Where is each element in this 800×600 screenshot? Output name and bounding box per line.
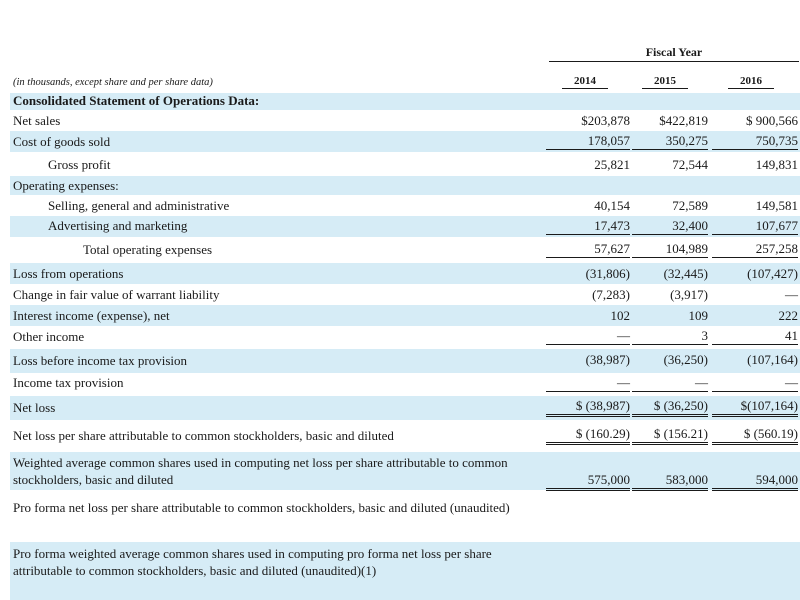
value-2014: 102 xyxy=(610,308,630,323)
value-2016: 41 xyxy=(712,328,798,345)
value-2014: (7,283) xyxy=(592,287,630,302)
row-label: Total operating expenses xyxy=(83,242,213,257)
units-note: (in thousands, except share and per share data) xyxy=(13,77,213,88)
row-label: Loss before income tax provision xyxy=(13,353,188,368)
table-row xyxy=(10,373,800,395)
value-2015: 72,589 xyxy=(672,198,708,213)
value-2015: 104,989 xyxy=(632,241,708,258)
table-row xyxy=(10,497,800,537)
row-label: Advertising and marketing xyxy=(48,218,188,233)
row-label: Consolidated Statement of Operations Data: xyxy=(13,93,260,108)
row-label: Other income xyxy=(13,329,85,344)
value-2014: — xyxy=(546,328,630,345)
value-2016: 149,831 xyxy=(755,157,798,172)
row-label: Weighted average common shares used in computing net loss per share attributable to common stockholders, basic and diluted xyxy=(13,455,508,487)
row-label: Income tax provision xyxy=(13,375,124,390)
row-label: Net loss per share attributable to common stockholders, basic and diluted xyxy=(13,428,394,443)
value-2016: — xyxy=(785,287,798,302)
row-label: Net loss xyxy=(13,400,56,415)
table-row xyxy=(10,131,800,152)
value-2016: 149,581 xyxy=(755,198,798,213)
value-2014: 17,473 xyxy=(546,218,630,235)
row-label: Net sales xyxy=(13,113,61,128)
row-label: Gross profit xyxy=(48,157,111,172)
row-label: Change in fair value of warrant liability xyxy=(13,287,220,302)
value-2015: 109 xyxy=(688,308,708,323)
value-2015: $422,819 xyxy=(659,113,708,128)
table-row xyxy=(10,284,800,305)
table-row xyxy=(10,152,800,176)
table-row xyxy=(10,176,800,195)
row-label: Interest income (expense), net xyxy=(13,308,170,323)
value-2014: 178,057 xyxy=(546,133,630,150)
table-row xyxy=(10,326,800,347)
value-2015: 3 xyxy=(632,328,708,345)
value-2014: — xyxy=(546,375,630,392)
section-heading-operations xyxy=(10,93,800,110)
table-row xyxy=(10,263,800,284)
table-row xyxy=(10,422,800,450)
value-2016: (107,164) xyxy=(747,352,798,367)
value-2015: 350,275 xyxy=(632,133,708,150)
value-2015: 583,000 xyxy=(632,472,708,491)
table-row xyxy=(10,349,800,373)
value-2014: 25,821 xyxy=(594,157,630,172)
table-row-values xyxy=(10,472,800,494)
table-row xyxy=(10,542,800,600)
value-2014: $203,878 xyxy=(581,113,630,128)
value-2016: 257,258 xyxy=(712,241,798,258)
value-2015: (32,445) xyxy=(663,266,708,281)
table-row xyxy=(10,216,800,237)
row-label: Operating expenses: xyxy=(13,178,119,193)
value-2015: — xyxy=(632,375,708,392)
row-label: Pro forma weighted average common shares used in computing pro forma net loss per share attributable to common stockholders, basic and diluted (unaudited)(1) xyxy=(13,546,492,578)
value-2016: (107,427) xyxy=(747,266,798,281)
value-2015: $ (156.21) xyxy=(632,426,708,445)
value-2016: 222 xyxy=(778,308,798,323)
value-2015: (36,250) xyxy=(663,352,708,367)
value-2016: $ (560.19) xyxy=(712,426,798,445)
table-row xyxy=(10,110,800,131)
value-2014: (38,987) xyxy=(585,352,630,367)
value-2015: 32,400 xyxy=(632,218,708,235)
value-2016: 594,000 xyxy=(712,472,798,491)
fiscal-year-header: Fiscal Year xyxy=(549,43,799,62)
value-2016: $(107,164) xyxy=(712,398,798,417)
value-2015: $ (36,250) xyxy=(632,398,708,417)
row-label: Loss from operations xyxy=(13,266,124,281)
value-2014: 57,627 xyxy=(546,241,630,258)
value-2015: 72,544 xyxy=(672,157,708,172)
value-2015: (3,917) xyxy=(670,287,708,302)
row-label: Pro forma net loss per share attributable to common stockholders, basic and diluted (unaudited) xyxy=(13,500,510,515)
value-2014: 40,154 xyxy=(594,198,630,213)
row-label: Selling, general and administrative xyxy=(48,198,230,213)
table-row xyxy=(10,237,800,263)
table-row xyxy=(10,195,800,216)
year-2015-header: 2015 xyxy=(642,74,688,89)
value-2014: $ (38,987) xyxy=(546,398,630,417)
value-2016: — xyxy=(712,375,798,392)
value-2016: 107,677 xyxy=(712,218,798,235)
value-2014: (31,806) xyxy=(585,266,630,281)
value-2014: 575,000 xyxy=(546,472,630,491)
value-2014: $ (160.29) xyxy=(546,426,630,445)
year-2014-header: 2014 xyxy=(562,74,608,89)
value-2016: $ 900,566 xyxy=(746,113,798,128)
row-label: Cost of goods sold xyxy=(13,134,111,149)
year-2016-header: 2016 xyxy=(728,74,774,89)
table-row xyxy=(10,396,800,420)
value-2016: 750,735 xyxy=(712,133,798,150)
table-row xyxy=(10,305,800,326)
